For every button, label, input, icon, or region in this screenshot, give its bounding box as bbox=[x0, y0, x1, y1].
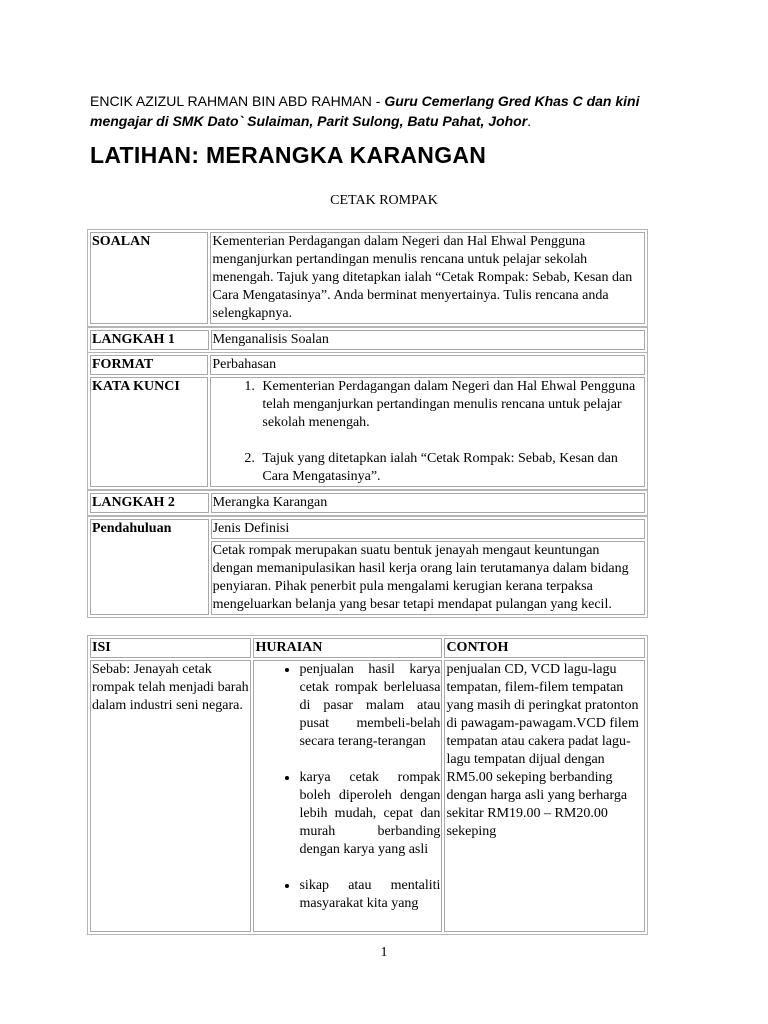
kata-kunci-list-cell bbox=[210, 377, 645, 487]
table-row bbox=[90, 232, 645, 324]
table-row bbox=[90, 355, 645, 375]
huraian-cell bbox=[253, 660, 442, 932]
author-role: Guru Cemerlang Gred Khas C dan kini mengajar di SMK Dato` Sulaiman, Parit Sulong, Batu Pahat, Johor bbox=[90, 93, 640, 129]
kata-kunci-label: KATA KUNCI bbox=[90, 377, 208, 487]
huraian-header: HURAIAN bbox=[253, 638, 442, 658]
langkah2-text: Merangka Karangan bbox=[211, 493, 645, 513]
page-number: 1 bbox=[380, 945, 388, 960]
soalan-text: Kementerian Perdagangan dalam Negeri dan Hal Ehwal Pengguna menganjurkan pertandingan menulis rencana untuk pelajar sekolah menengah. Tajuk yang ditetapkan ialah “Cetak Rompak: Sebab, Kesan dan Cara Mengatasinya”. Anda berminat menyertainya. Tulis rencana anda selengkapnya. bbox=[210, 232, 645, 324]
table-row bbox=[90, 377, 645, 487]
langkah1-text: Menganalisis Soalan bbox=[211, 330, 645, 350]
list-item: 2. Tajuk yang ditetapkan ialah “Cetak Rompak: Sebab, Kesan dan Cara Mengatasinya”. bbox=[258, 450, 643, 486]
soalan-table bbox=[87, 229, 648, 327]
author-name: ENCIK AZIZUL RAHMAN BIN ABD RAHMAN - bbox=[90, 93, 385, 109]
pendahuluan-table bbox=[87, 516, 648, 618]
pendahuluan-text: Cetak rompak merupakan suatu bentuk jenayah mengaut keuntungan dengan memanipulasikan hasil kerja orang lain terutamanya dalam bidang penyiaran. Pihak penerbit pula mengalami kerugian kerana terpaksa mengeluarkan belanja yang besar tetapi mendapat pulangan yang kecil. bbox=[211, 541, 645, 615]
table-row bbox=[90, 660, 645, 932]
langkah1-table bbox=[87, 327, 648, 353]
format-label: FORMAT bbox=[90, 355, 208, 375]
table-row bbox=[90, 330, 645, 350]
langkah2-table bbox=[87, 490, 648, 516]
page-subtitle: CETAK ROMPAK bbox=[330, 193, 438, 208]
huraian-list bbox=[255, 661, 440, 913]
isi-header: ISI bbox=[90, 638, 251, 658]
langkah2-label: LANGKAH 2 bbox=[90, 493, 209, 513]
contoh-text: penjualan CD, VCD lagu-lagu tempatan, filem-filem tempatan yang masih di peringkat pratonton di pawagam-pawagam.VCD filem tempatan atau cakera padat lagu-lagu tempatan dijual dengan RM5.00 sekeping berbanding dengan harga asli yang berharga sekitar RM19.00 – RM20.00 sekeping bbox=[444, 660, 645, 932]
table-row bbox=[90, 519, 645, 539]
list-item: 1. Kementerian Perdagangan dalam Negeri dan Hal Ehwal Pengguna telah menganjurkan pertandingan menulis rencana untuk pelajar sekolah menengah. bbox=[258, 378, 643, 432]
author-line bbox=[90, 91, 670, 131]
isi-text: Sebab: Jenayah cetak rompak telah menjadi barah dalam industri seni negara. bbox=[90, 660, 251, 932]
page-title: LATIHAN: MERANGKA KARANGAN bbox=[90, 142, 487, 168]
pendahuluan-label: Pendahuluan bbox=[90, 519, 209, 615]
format-text: Perbahasan bbox=[210, 355, 645, 375]
isi-table bbox=[87, 635, 648, 935]
table-header-row bbox=[90, 638, 645, 658]
kata-kunci-list bbox=[212, 378, 643, 486]
table-row bbox=[90, 493, 645, 513]
list-item: • karya cetak rompak boleh diperoleh dengan lebih mudah, cepat dan murah berbanding dengan karya yang asli bbox=[299, 769, 440, 859]
contoh-header: CONTOH bbox=[444, 638, 645, 658]
soalan-label: SOALAN bbox=[90, 232, 208, 324]
format-table bbox=[87, 352, 648, 490]
list-item: • sikap atau mentaliti masyarakat kita yang bbox=[299, 877, 440, 913]
langkah1-label: LANGKAH 1 bbox=[90, 330, 209, 350]
pendahuluan-type: Jenis Definisi bbox=[211, 519, 645, 539]
list-item: • penjualan hasil karya cetak rompak berleluasa di pasar malam atau pusat membeli-belah secara terang-terangan bbox=[299, 661, 440, 751]
author-end: . bbox=[527, 113, 532, 129]
